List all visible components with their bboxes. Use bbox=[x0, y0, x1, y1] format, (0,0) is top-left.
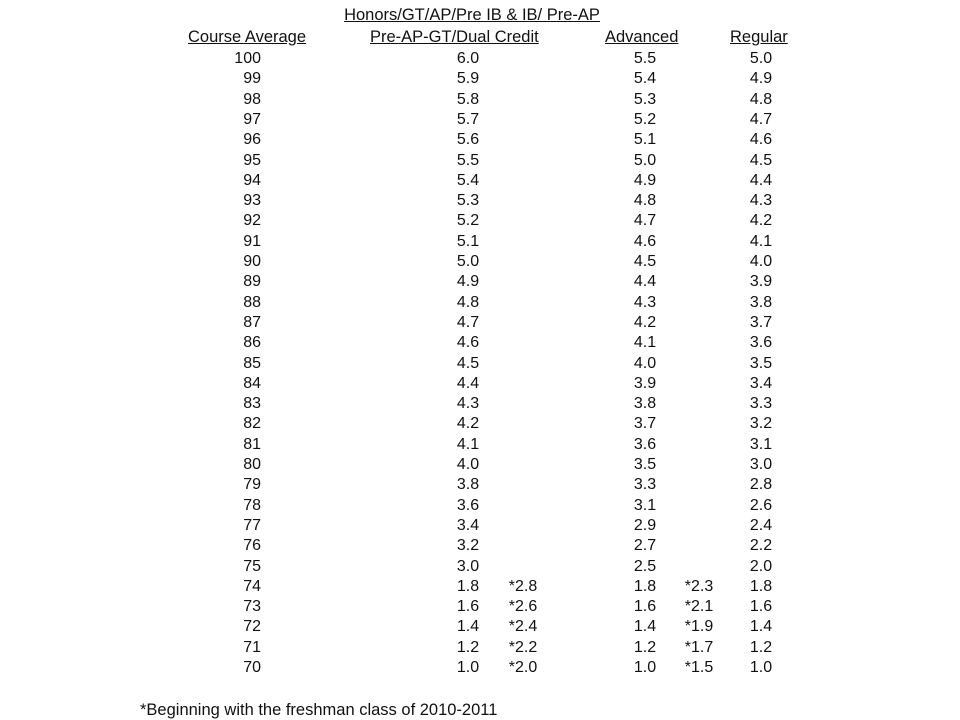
regular-value-cell: 3.8 bbox=[749, 293, 773, 311]
course-average-cell: 77 bbox=[243, 516, 261, 534]
preap-value-cell: 1.8 bbox=[456, 577, 480, 595]
preap-value-cell: 1.4 bbox=[456, 618, 480, 636]
regular-value-cell: 3.9 bbox=[749, 273, 773, 291]
course-average-cell: 76 bbox=[243, 537, 261, 555]
footnote: *Beginning with the freshman class of 2010-2011 bbox=[140, 701, 498, 719]
advanced-value-cell: 4.9 bbox=[633, 171, 657, 189]
advanced-value-cell: 4.2 bbox=[633, 313, 657, 331]
course-average-header: Course Average bbox=[188, 28, 307, 46]
regular-value-cell: 4.8 bbox=[749, 90, 773, 108]
preap-alt-value-cell: *2.6 bbox=[508, 598, 538, 616]
advanced-header: Advanced bbox=[605, 28, 679, 46]
course-average-cell: 85 bbox=[243, 354, 261, 372]
course-average-cell: 84 bbox=[243, 374, 261, 392]
course-average-cell: 86 bbox=[243, 334, 261, 352]
preap-value-cell: 3.4 bbox=[456, 516, 480, 534]
regular-value-cell: 3.6 bbox=[749, 334, 773, 352]
advanced-value-cell: 1.4 bbox=[633, 618, 657, 636]
preap-value-cell: 4.2 bbox=[456, 415, 480, 433]
advanced-value-cell: 5.5 bbox=[633, 50, 657, 67]
advanced-value-cell: 3.7 bbox=[633, 415, 657, 433]
course-average-cell: 87 bbox=[243, 313, 261, 331]
regular-value-cell: 4.3 bbox=[749, 192, 773, 210]
preap-value-cell: 5.5 bbox=[456, 151, 480, 169]
preap-value-cell: 4.0 bbox=[456, 456, 480, 473]
course-average-cell: 92 bbox=[243, 212, 261, 230]
regular-value-cell: 3.3 bbox=[749, 395, 773, 413]
preap-value-cell: 3.0 bbox=[456, 557, 480, 575]
course-average-cell: 97 bbox=[243, 110, 261, 128]
course-average-cell: 88 bbox=[243, 293, 261, 311]
advanced-value-cell: 4.6 bbox=[633, 232, 657, 250]
course-average-cell: 72 bbox=[243, 618, 261, 636]
advanced-value-cell: 4.5 bbox=[633, 253, 657, 270]
advanced-value-cell: 3.8 bbox=[633, 395, 657, 413]
preap-value-cell: 4.1 bbox=[456, 435, 480, 453]
preap-value-cell: 5.1 bbox=[456, 232, 480, 250]
preap-value-cell: 3.2 bbox=[456, 537, 480, 555]
preap-value-cell: 4.6 bbox=[456, 334, 480, 352]
advanced-alt-value-cell: *1.7 bbox=[684, 638, 714, 656]
preap-value-cell: 5.7 bbox=[456, 110, 480, 128]
regular-value-cell: 3.0 bbox=[749, 456, 773, 473]
course-average-cell: 78 bbox=[243, 496, 261, 514]
advanced-value-cell: 2.5 bbox=[633, 557, 657, 575]
preap-value-cell: 5.0 bbox=[456, 253, 480, 270]
course-average-cell: 95 bbox=[243, 151, 261, 169]
course-average-cell: 91 bbox=[243, 232, 261, 250]
preap-value-cell: 5.4 bbox=[456, 171, 480, 189]
regular-value-cell: 1.2 bbox=[749, 638, 773, 656]
regular-value-cell: 2.8 bbox=[749, 476, 773, 494]
regular-value-cell: 4.5 bbox=[749, 151, 773, 169]
course-average-cell: 71 bbox=[243, 638, 261, 656]
regular-value-cell: 5.0 bbox=[749, 50, 773, 67]
advanced-value-cell: 3.6 bbox=[633, 435, 657, 453]
preap-value-cell: 1.0 bbox=[456, 659, 480, 676]
regular-value-cell: 4.7 bbox=[749, 110, 773, 128]
course-average-cell: 89 bbox=[243, 273, 261, 291]
regular-value-cell: 4.1 bbox=[749, 232, 773, 250]
course-average-cell: 100 bbox=[234, 50, 261, 67]
regular-value-cell: 2.2 bbox=[749, 537, 773, 555]
preap-value-cell: 3.6 bbox=[456, 496, 480, 514]
advanced-value-cell: 5.4 bbox=[633, 70, 657, 88]
preap-alt-value-cell: *2.8 bbox=[508, 577, 538, 595]
regular-value-cell: 3.2 bbox=[749, 415, 773, 433]
regular-value-cell: 1.8 bbox=[749, 577, 773, 595]
advanced-value-cell: 1.6 bbox=[633, 598, 657, 616]
regular-value-cell: 3.5 bbox=[749, 354, 773, 372]
advanced-value-cell: 5.2 bbox=[633, 110, 657, 128]
regular-value-cell: 2.0 bbox=[749, 557, 773, 575]
preap-value-cell: 4.3 bbox=[456, 395, 480, 413]
preap-value-cell: 5.2 bbox=[456, 212, 480, 230]
regular-value-cell: 1.4 bbox=[749, 618, 773, 636]
preap-value-cell: 4.7 bbox=[456, 313, 480, 331]
preap-value-cell: 6.0 bbox=[456, 50, 480, 67]
regular-value-cell: 3.1 bbox=[749, 435, 773, 453]
advanced-alt-value-cell: *1.5 bbox=[684, 659, 714, 676]
regular-value-cell: 2.6 bbox=[749, 496, 773, 514]
course-average-cell: 70 bbox=[243, 659, 261, 676]
course-average-cell: 79 bbox=[243, 476, 261, 494]
preap-value-cell: 3.8 bbox=[456, 476, 480, 494]
advanced-value-cell: 1.8 bbox=[633, 577, 657, 595]
advanced-value-cell: 4.1 bbox=[633, 334, 657, 352]
preap-value-cell: 4.5 bbox=[456, 354, 480, 372]
advanced-value-cell: 5.3 bbox=[633, 90, 657, 108]
advanced-value-cell: 2.7 bbox=[633, 537, 657, 555]
regular-value-cell: 4.6 bbox=[749, 131, 773, 149]
preap-alt-value-cell: *2.0 bbox=[508, 659, 538, 676]
preap-value-cell: 4.4 bbox=[456, 374, 480, 392]
advanced-value-cell: 1.0 bbox=[633, 659, 657, 676]
advanced-value-cell: 4.0 bbox=[633, 354, 657, 372]
course-average-cell: 81 bbox=[243, 435, 261, 453]
preap-value-cell: 5.9 bbox=[456, 70, 480, 88]
course-average-cell: 74 bbox=[243, 577, 261, 595]
preap-alt-value-cell: *2.4 bbox=[508, 618, 538, 636]
preap-value-cell: 4.9 bbox=[456, 273, 480, 291]
preap-value-cell: 5.6 bbox=[456, 131, 480, 149]
advanced-alt-value-cell: *2.1 bbox=[684, 598, 714, 616]
advanced-value-cell: 5.0 bbox=[633, 151, 657, 169]
advanced-value-cell: 4.7 bbox=[633, 212, 657, 230]
regular-value-cell: 1.6 bbox=[749, 598, 773, 616]
advanced-value-cell: 4.3 bbox=[633, 293, 657, 311]
regular-value-cell: 4.9 bbox=[749, 70, 773, 88]
regular-value-cell: 2.4 bbox=[749, 516, 773, 534]
advanced-value-cell: 1.2 bbox=[633, 638, 657, 656]
preap-value-cell: 1.2 bbox=[456, 638, 480, 656]
regular-value-cell: 4.0 bbox=[749, 253, 773, 270]
advanced-value-cell: 3.9 bbox=[633, 374, 657, 392]
advanced-value-cell: 4.8 bbox=[633, 192, 657, 210]
advanced-value-cell: 3.5 bbox=[633, 456, 657, 473]
advanced-value-cell: 2.9 bbox=[633, 516, 657, 534]
advanced-value-cell: 4.4 bbox=[633, 273, 657, 291]
course-average-cell: 80 bbox=[243, 456, 261, 473]
course-average-cell: 93 bbox=[243, 192, 261, 210]
regular-header: Regular bbox=[730, 28, 788, 46]
preap-gt-dual-credit-header: Pre-AP-GT/Dual Credit bbox=[370, 28, 539, 46]
preap-value-cell: 4.8 bbox=[456, 293, 480, 311]
preap-value-cell: 5.3 bbox=[456, 192, 480, 210]
preap-value-cell: 5.8 bbox=[456, 90, 480, 108]
course-average-cell: 94 bbox=[243, 171, 261, 189]
course-average-cell: 82 bbox=[243, 415, 261, 433]
advanced-alt-value-cell: *1.9 bbox=[684, 618, 714, 636]
course-average-cell: 96 bbox=[243, 131, 261, 149]
regular-value-cell: 1.0 bbox=[749, 659, 773, 676]
regular-value-cell: 4.2 bbox=[749, 212, 773, 230]
course-average-cell: 75 bbox=[243, 557, 261, 575]
advanced-value-cell: 5.1 bbox=[633, 131, 657, 149]
course-average-cell: 98 bbox=[243, 90, 261, 108]
course-average-cell: 90 bbox=[243, 253, 261, 270]
course-average-cell: 73 bbox=[243, 598, 261, 616]
preap-alt-value-cell: *2.2 bbox=[508, 638, 538, 656]
advanced-alt-value-cell: *2.3 bbox=[684, 577, 714, 595]
advanced-value-cell: 3.1 bbox=[633, 496, 657, 514]
group-title: Honors/GT/AP/Pre IB & IB/ Pre-AP bbox=[344, 6, 600, 24]
regular-value-cell: 4.4 bbox=[749, 171, 773, 189]
advanced-value-cell: 3.3 bbox=[633, 476, 657, 494]
preap-value-cell: 1.6 bbox=[456, 598, 480, 616]
regular-value-cell: 3.7 bbox=[749, 313, 773, 331]
course-average-cell: 99 bbox=[243, 70, 261, 88]
regular-value-cell: 3.4 bbox=[749, 374, 773, 392]
course-average-cell: 83 bbox=[243, 395, 261, 413]
